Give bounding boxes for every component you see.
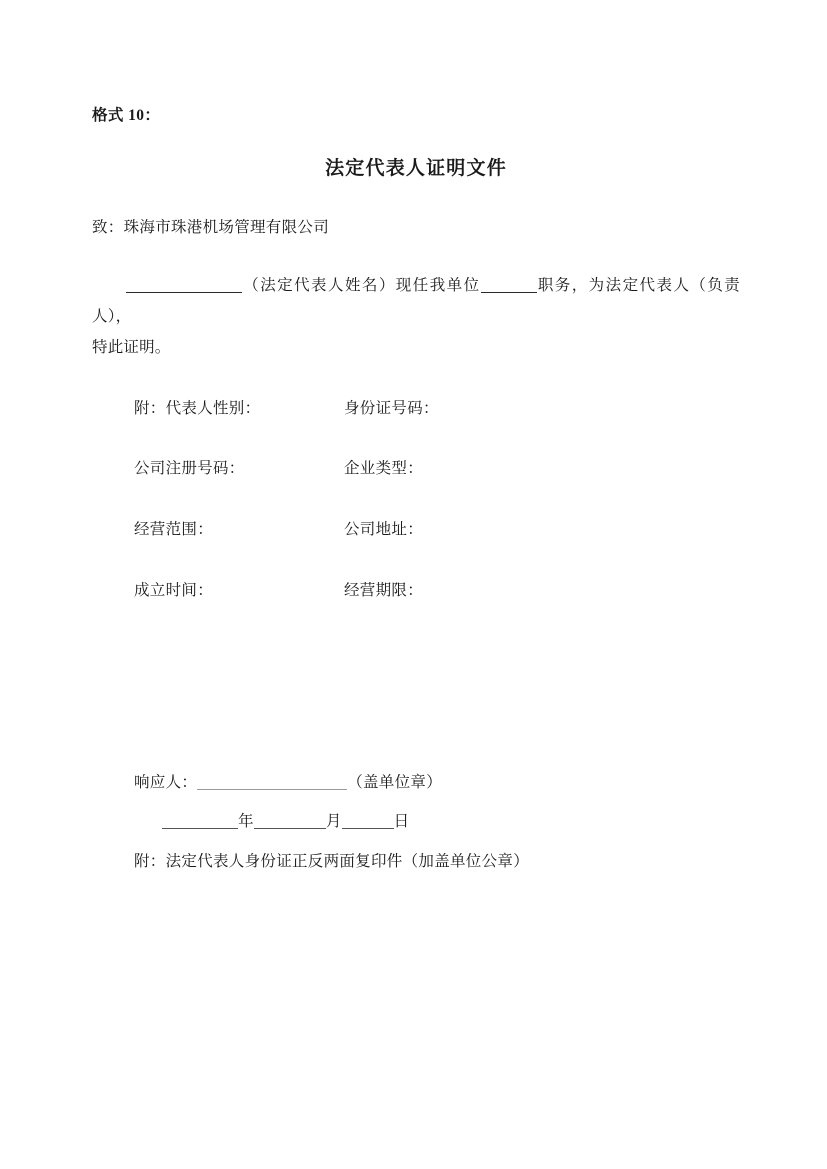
position-blank[interactable] — [481, 292, 537, 293]
field-label-right: 企业类型： — [344, 460, 424, 478]
date-row — [134, 807, 740, 836]
responder-row — [134, 768, 740, 797]
year-label: 年 — [238, 813, 254, 831]
signature-block — [92, 768, 740, 876]
field-list — [92, 397, 740, 604]
body-part-3: 特此证明。 — [92, 338, 171, 356]
field-label-left: 公司注册号码： — [134, 460, 245, 478]
seal-note: （盖单位章） — [347, 773, 443, 791]
field-label-right: 经营期限： — [344, 582, 424, 600]
document-content — [92, 104, 740, 876]
field-row — [134, 579, 740, 604]
body-paragraph — [92, 270, 740, 363]
field-label-right: 公司地址： — [344, 521, 424, 539]
year-blank[interactable] — [162, 828, 238, 829]
body-part-2: 职务，为法定代表人（负责人）， — [92, 276, 740, 325]
field-label-right: 身份证号码： — [344, 399, 439, 417]
addressee-line: 致：珠海市珠港机场管理有限公司 — [92, 218, 330, 236]
month-label: 月 — [325, 813, 342, 831]
field-row — [134, 518, 740, 543]
field-row — [134, 457, 740, 482]
field-row — [134, 397, 740, 422]
responder-label: 响应人： — [134, 773, 198, 791]
field-label-left: 附：代表人性别： — [134, 399, 261, 417]
day-label: 日 — [393, 813, 410, 831]
day-blank[interactable] — [342, 828, 394, 829]
responder-signature-blank[interactable] — [197, 789, 347, 790]
page-title: 法定代表人证明文件 — [325, 157, 507, 179]
field-label-left: 成立时间： — [134, 582, 214, 600]
field-label-left: 经营范围： — [134, 521, 214, 539]
format-label: 格式 10： — [92, 107, 161, 124]
month-blank[interactable] — [254, 828, 326, 829]
body-part-1: （法定代表人姓名）现任我单位 — [242, 276, 481, 294]
attachment-note: 附：法定代表人身份证正反两面复印件（加盖单位公章） — [134, 852, 530, 870]
legal-rep-name-blank[interactable] — [126, 292, 242, 293]
